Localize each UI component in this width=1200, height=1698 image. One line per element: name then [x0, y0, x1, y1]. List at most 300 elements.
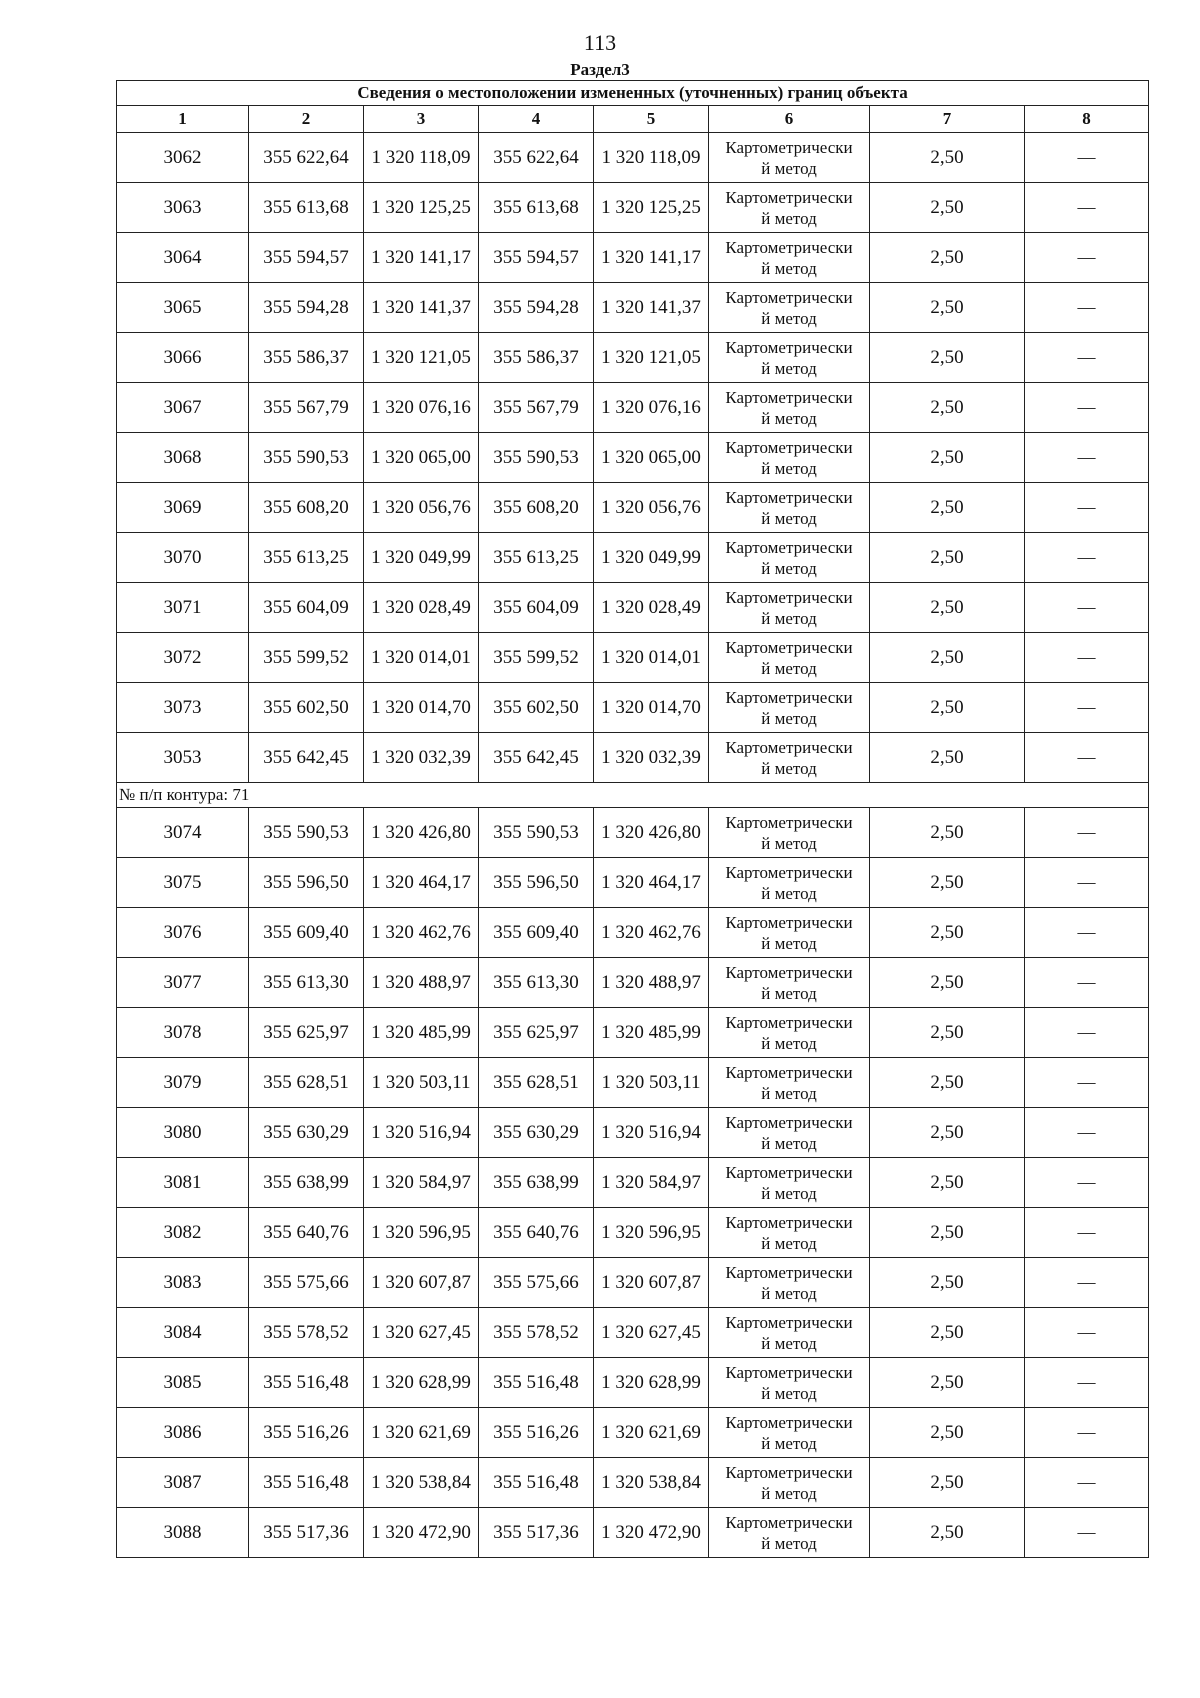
y-old-cell: 1 320 065,00 — [364, 433, 479, 483]
x-new-cell: 355 625,97 — [479, 1008, 594, 1058]
x-new-cell: 355 516,48 — [479, 1458, 594, 1508]
y-new-cell: 1 320 141,17 — [594, 233, 709, 283]
column-number: 6 — [709, 106, 870, 133]
x-old-cell: 355 604,09 — [249, 583, 364, 633]
x-old-cell: 355 640,76 — [249, 1208, 364, 1258]
table-row — [117, 533, 1149, 583]
x-old-cell: 355 613,30 — [249, 958, 364, 1008]
accuracy-cell: 2,50 — [870, 233, 1025, 283]
method-line-2: й метод — [761, 1083, 817, 1103]
y-old-cell: 1 320 628,99 — [364, 1358, 479, 1408]
point-number-cell: 3077 — [117, 958, 249, 1008]
method-cell — [709, 958, 870, 1008]
method-line-1: Картометрически — [725, 1462, 853, 1482]
description-cell: — — [1025, 1208, 1149, 1258]
x-old-cell: 355 516,26 — [249, 1408, 364, 1458]
x-new-cell: 355 622,64 — [479, 133, 594, 183]
table-row — [117, 1008, 1149, 1058]
x-new-cell: 355 567,79 — [479, 383, 594, 433]
method-line-1: Картометрически — [725, 137, 853, 157]
y-old-cell: 1 320 488,97 — [364, 958, 479, 1008]
accuracy-cell: 2,50 — [870, 683, 1025, 733]
method-cell — [709, 1458, 870, 1508]
method-line-1: Картометрически — [725, 737, 853, 757]
y-new-cell: 1 320 464,17 — [594, 858, 709, 908]
accuracy-cell: 2,50 — [870, 733, 1025, 783]
description-cell: — — [1025, 1458, 1149, 1508]
y-old-cell: 1 320 125,25 — [364, 183, 479, 233]
x-old-cell: 355 609,40 — [249, 908, 364, 958]
section-title: Раздел3 — [570, 60, 630, 79]
method-cell — [709, 233, 870, 283]
x-new-cell: 355 517,36 — [479, 1508, 594, 1558]
contour-label: № п/п контура: 71 — [117, 783, 1149, 808]
table-row — [117, 1508, 1149, 1558]
method-line-2: й метод — [761, 1033, 817, 1053]
y-new-cell: 1 320 028,49 — [594, 583, 709, 633]
accuracy-cell: 2,50 — [870, 1208, 1025, 1258]
x-old-cell: 355 625,97 — [249, 1008, 364, 1058]
method-line-1: Картометрически — [725, 1412, 853, 1432]
description-cell: — — [1025, 1258, 1149, 1308]
point-number-cell: 3087 — [117, 1458, 249, 1508]
method-line-1: Картометрически — [725, 1362, 853, 1382]
table-row — [117, 908, 1149, 958]
x-old-cell: 355 590,53 — [249, 433, 364, 483]
x-new-cell: 355 608,20 — [479, 483, 594, 533]
x-old-cell: 355 613,25 — [249, 533, 364, 583]
method-cell — [709, 908, 870, 958]
x-new-cell: 355 613,68 — [479, 183, 594, 233]
method-cell — [709, 683, 870, 733]
method-cell — [709, 1508, 870, 1558]
description-cell: — — [1025, 1108, 1149, 1158]
method-line-2: й метод — [761, 208, 817, 228]
method-line-2: й метод — [761, 508, 817, 528]
table-row — [117, 1058, 1149, 1108]
accuracy-cell: 2,50 — [870, 1358, 1025, 1408]
point-number-cell: 3074 — [117, 808, 249, 858]
x-old-cell: 355 642,45 — [249, 733, 364, 783]
y-new-cell: 1 320 118,09 — [594, 133, 709, 183]
x-old-cell: 355 602,50 — [249, 683, 364, 733]
method-line-1: Картометрически — [725, 187, 853, 207]
description-cell: — — [1025, 1358, 1149, 1408]
x-old-cell: 355 608,20 — [249, 483, 364, 533]
method-line-2: й метод — [761, 158, 817, 178]
method-line-1: Картометрически — [725, 1012, 853, 1032]
point-number-cell: 3079 — [117, 1058, 249, 1108]
x-old-cell: 355 590,53 — [249, 808, 364, 858]
column-number: 8 — [1025, 106, 1149, 133]
table-row — [117, 283, 1149, 333]
y-old-cell: 1 320 472,90 — [364, 1508, 479, 1558]
method-line-2: й метод — [761, 833, 817, 853]
y-new-cell: 1 320 607,87 — [594, 1258, 709, 1308]
point-number-cell: 3069 — [117, 483, 249, 533]
description-cell: — — [1025, 683, 1149, 733]
y-new-cell: 1 320 462,76 — [594, 908, 709, 958]
accuracy-cell: 2,50 — [870, 283, 1025, 333]
method-line-2: й метод — [761, 358, 817, 378]
x-new-cell: 355 596,50 — [479, 858, 594, 908]
table-row — [117, 683, 1149, 733]
y-new-cell: 1 320 472,90 — [594, 1508, 709, 1558]
table-row — [117, 1458, 1149, 1508]
column-number: 2 — [249, 106, 364, 133]
method-line-1: Картометрически — [725, 637, 853, 657]
y-new-cell: 1 320 584,97 — [594, 1158, 709, 1208]
method-cell — [709, 633, 870, 683]
y-new-cell: 1 320 628,99 — [594, 1358, 709, 1408]
table-row — [117, 808, 1149, 858]
y-old-cell: 1 320 584,97 — [364, 1158, 479, 1208]
table-row — [117, 1258, 1149, 1308]
point-number-cell: 3053 — [117, 733, 249, 783]
description-cell: — — [1025, 1508, 1149, 1558]
point-number-cell: 3075 — [117, 858, 249, 908]
method-cell — [709, 1008, 870, 1058]
method-line-2: й метод — [761, 1483, 817, 1503]
method-line-2: й метод — [761, 308, 817, 328]
accuracy-cell: 2,50 — [870, 908, 1025, 958]
y-new-cell: 1 320 141,37 — [594, 283, 709, 333]
y-new-cell: 1 320 627,45 — [594, 1308, 709, 1358]
y-old-cell: 1 320 621,69 — [364, 1408, 479, 1458]
point-number-cell: 3086 — [117, 1408, 249, 1458]
description-cell: — — [1025, 133, 1149, 183]
method-line-2: й метод — [761, 1183, 817, 1203]
x-new-cell: 355 642,45 — [479, 733, 594, 783]
accuracy-cell: 2,50 — [870, 183, 1025, 233]
x-new-cell: 355 575,66 — [479, 1258, 594, 1308]
table-body-contour-71 — [117, 808, 1149, 1558]
x-new-cell: 355 640,76 — [479, 1208, 594, 1258]
method-line-1: Картометрически — [725, 1512, 853, 1532]
accuracy-cell: 2,50 — [870, 1058, 1025, 1108]
method-cell — [709, 333, 870, 383]
y-old-cell: 1 320 503,11 — [364, 1058, 479, 1108]
table-row — [117, 733, 1149, 783]
method-cell — [709, 383, 870, 433]
x-old-cell: 355 578,52 — [249, 1308, 364, 1358]
method-line-2: й метод — [761, 1333, 817, 1353]
x-old-cell: 355 586,37 — [249, 333, 364, 383]
accuracy-cell: 2,50 — [870, 1158, 1025, 1208]
point-number-cell: 3068 — [117, 433, 249, 483]
accuracy-cell: 2,50 — [870, 808, 1025, 858]
method-cell — [709, 733, 870, 783]
table-row — [117, 333, 1149, 383]
x-old-cell: 355 638,99 — [249, 1158, 364, 1208]
accuracy-cell: 2,50 — [870, 1458, 1025, 1508]
table-row — [117, 483, 1149, 533]
y-new-cell: 1 320 121,05 — [594, 333, 709, 383]
accuracy-cell: 2,50 — [870, 1008, 1025, 1058]
table-row — [117, 633, 1149, 683]
method-cell — [709, 858, 870, 908]
point-number-cell: 3082 — [117, 1208, 249, 1258]
accuracy-cell: 2,50 — [870, 433, 1025, 483]
x-old-cell: 355 630,29 — [249, 1108, 364, 1158]
method-cell — [709, 583, 870, 633]
accuracy-cell: 2,50 — [870, 858, 1025, 908]
method-cell — [709, 133, 870, 183]
y-old-cell: 1 320 049,99 — [364, 533, 479, 583]
x-old-cell: 355 613,68 — [249, 183, 364, 233]
column-number: 4 — [479, 106, 594, 133]
accuracy-cell: 2,50 — [870, 633, 1025, 683]
table-row — [117, 858, 1149, 908]
point-number-cell: 3080 — [117, 1108, 249, 1158]
x-new-cell: 355 516,48 — [479, 1358, 594, 1408]
y-old-cell: 1 320 118,09 — [364, 133, 479, 183]
point-number-cell: 3067 — [117, 383, 249, 433]
x-new-cell: 355 590,53 — [479, 433, 594, 483]
method-line-2: й метод — [761, 408, 817, 428]
y-new-cell: 1 320 621,69 — [594, 1408, 709, 1458]
table-row — [117, 1108, 1149, 1158]
point-number-cell: 3076 — [117, 908, 249, 958]
accuracy-cell: 2,50 — [870, 958, 1025, 1008]
y-old-cell: 1 320 426,80 — [364, 808, 479, 858]
column-number: 3 — [364, 106, 479, 133]
x-old-cell: 355 628,51 — [249, 1058, 364, 1108]
y-new-cell: 1 320 056,76 — [594, 483, 709, 533]
x-new-cell: 355 630,29 — [479, 1108, 594, 1158]
method-line-2: й метод — [761, 1133, 817, 1153]
point-number-cell: 3071 — [117, 583, 249, 633]
y-old-cell: 1 320 056,76 — [364, 483, 479, 533]
point-number-cell: 3063 — [117, 183, 249, 233]
accuracy-cell: 2,50 — [870, 333, 1025, 383]
accuracy-cell: 2,50 — [870, 1308, 1025, 1358]
description-cell: — — [1025, 533, 1149, 583]
y-old-cell: 1 320 141,17 — [364, 233, 479, 283]
point-number-cell: 3084 — [117, 1308, 249, 1358]
method-cell — [709, 533, 870, 583]
x-new-cell: 355 613,25 — [479, 533, 594, 583]
x-old-cell: 355 594,57 — [249, 233, 364, 283]
accuracy-cell: 2,50 — [870, 1508, 1025, 1558]
method-line-2: й метод — [761, 458, 817, 478]
method-cell — [709, 183, 870, 233]
description-cell: — — [1025, 958, 1149, 1008]
table-row — [117, 233, 1149, 283]
y-new-cell: 1 320 076,16 — [594, 383, 709, 433]
description-cell: — — [1025, 858, 1149, 908]
description-cell: — — [1025, 1408, 1149, 1458]
description-cell: — — [1025, 183, 1149, 233]
point-number-cell: 3062 — [117, 133, 249, 183]
y-old-cell: 1 320 607,87 — [364, 1258, 479, 1308]
accuracy-cell: 2,50 — [870, 583, 1025, 633]
method-line-1: Картометрически — [725, 912, 853, 932]
y-old-cell: 1 320 076,16 — [364, 383, 479, 433]
method-line-1: Картометрически — [725, 1312, 853, 1332]
table-body-contour-a — [117, 133, 1149, 783]
description-cell: — — [1025, 633, 1149, 683]
point-number-cell: 3088 — [117, 1508, 249, 1558]
x-old-cell: 355 599,52 — [249, 633, 364, 683]
x-new-cell: 355 599,52 — [479, 633, 594, 683]
y-old-cell: 1 320 516,94 — [364, 1108, 479, 1158]
point-number-cell: 3064 — [117, 233, 249, 283]
description-cell: — — [1025, 333, 1149, 383]
y-old-cell: 1 320 032,39 — [364, 733, 479, 783]
y-old-cell: 1 320 538,84 — [364, 1458, 479, 1508]
x-old-cell: 355 516,48 — [249, 1458, 364, 1508]
method-line-2: й метод — [761, 608, 817, 628]
column-number-row — [117, 106, 1149, 133]
method-cell — [709, 433, 870, 483]
y-new-cell: 1 320 426,80 — [594, 808, 709, 858]
y-old-cell: 1 320 596,95 — [364, 1208, 479, 1258]
x-new-cell: 355 586,37 — [479, 333, 594, 383]
accuracy-cell: 2,50 — [870, 1258, 1025, 1308]
method-line-1: Картометрически — [725, 1212, 853, 1232]
point-number-cell: 3073 — [117, 683, 249, 733]
page-number: 113 — [583, 30, 617, 55]
point-number-cell: 3081 — [117, 1158, 249, 1208]
method-line-2: й метод — [761, 1233, 817, 1253]
y-old-cell: 1 320 627,45 — [364, 1308, 479, 1358]
x-new-cell: 355 604,09 — [479, 583, 594, 633]
y-new-cell: 1 320 538,84 — [594, 1458, 709, 1508]
x-new-cell: 355 609,40 — [479, 908, 594, 958]
x-new-cell: 355 602,50 — [479, 683, 594, 733]
point-number-cell: 3066 — [117, 333, 249, 383]
table-row — [117, 1358, 1149, 1408]
point-number-cell: 3072 — [117, 633, 249, 683]
x-old-cell: 355 517,36 — [249, 1508, 364, 1558]
table-row — [117, 958, 1149, 1008]
point-number-cell: 3070 — [117, 533, 249, 583]
method-cell — [709, 1408, 870, 1458]
y-new-cell: 1 320 485,99 — [594, 1008, 709, 1058]
accuracy-cell: 2,50 — [870, 383, 1025, 433]
point-number-cell: 3065 — [117, 283, 249, 333]
description-cell: — — [1025, 283, 1149, 333]
method-line-2: й метод — [761, 558, 817, 578]
y-new-cell: 1 320 032,39 — [594, 733, 709, 783]
table-row — [117, 183, 1149, 233]
method-line-2: й метод — [761, 1433, 817, 1453]
description-cell: — — [1025, 1308, 1149, 1358]
description-cell: — — [1025, 433, 1149, 483]
method-line-1: Картометрически — [725, 237, 853, 257]
column-number: 5 — [594, 106, 709, 133]
method-cell — [709, 1358, 870, 1408]
y-old-cell: 1 320 028,49 — [364, 583, 479, 633]
table-row — [117, 433, 1149, 483]
table-row — [117, 133, 1149, 183]
y-new-cell: 1 320 065,00 — [594, 433, 709, 483]
method-line-2: й метод — [761, 983, 817, 1003]
y-old-cell: 1 320 485,99 — [364, 1008, 479, 1058]
description-cell: — — [1025, 733, 1149, 783]
y-new-cell: 1 320 014,01 — [594, 633, 709, 683]
x-new-cell: 355 594,28 — [479, 283, 594, 333]
method-line-2: й метод — [761, 708, 817, 728]
method-cell — [709, 1258, 870, 1308]
x-old-cell: 355 575,66 — [249, 1258, 364, 1308]
method-line-2: й метод — [761, 933, 817, 953]
x-old-cell: 355 596,50 — [249, 858, 364, 908]
point-number-cell: 3083 — [117, 1258, 249, 1308]
method-line-1: Картометрически — [725, 1162, 853, 1182]
method-cell — [709, 483, 870, 533]
method-line-1: Картометрически — [725, 287, 853, 307]
y-old-cell: 1 320 141,37 — [364, 283, 479, 333]
method-line-2: й метод — [761, 1383, 817, 1403]
y-new-cell: 1 320 503,11 — [594, 1058, 709, 1108]
accuracy-cell: 2,50 — [870, 1408, 1025, 1458]
method-cell — [709, 1208, 870, 1258]
column-number: 7 — [870, 106, 1025, 133]
x-new-cell: 355 594,57 — [479, 233, 594, 283]
method-line-1: Картометрически — [725, 687, 853, 707]
description-cell: — — [1025, 1058, 1149, 1108]
y-old-cell: 1 320 462,76 — [364, 908, 479, 958]
y-new-cell: 1 320 125,25 — [594, 183, 709, 233]
method-line-1: Картометрически — [725, 337, 853, 357]
x-new-cell: 355 613,30 — [479, 958, 594, 1008]
x-new-cell: 355 628,51 — [479, 1058, 594, 1108]
table-title: Сведения о местоположении измененных (уточненных) границ объекта — [117, 81, 1149, 106]
table-row — [117, 1158, 1149, 1208]
y-new-cell: 1 320 516,94 — [594, 1108, 709, 1158]
column-number: 1 — [117, 106, 249, 133]
method-cell — [709, 283, 870, 333]
accuracy-cell: 2,50 — [870, 133, 1025, 183]
y-new-cell: 1 320 488,97 — [594, 958, 709, 1008]
accuracy-cell: 2,50 — [870, 483, 1025, 533]
point-number-cell: 3085 — [117, 1358, 249, 1408]
accuracy-cell: 2,50 — [870, 1108, 1025, 1158]
description-cell: — — [1025, 1158, 1149, 1208]
method-line-2: й метод — [761, 258, 817, 278]
method-line-1: Картометрически — [725, 812, 853, 832]
method-line-1: Картометрически — [725, 537, 853, 557]
method-cell — [709, 1108, 870, 1158]
method-line-1: Картометрически — [725, 437, 853, 457]
table-row — [117, 383, 1149, 433]
description-cell: — — [1025, 383, 1149, 433]
method-line-2: й метод — [761, 1283, 817, 1303]
table-row — [117, 1208, 1149, 1258]
contour-separator — [117, 783, 1149, 808]
method-line-1: Картометрически — [725, 387, 853, 407]
accuracy-cell: 2,50 — [870, 533, 1025, 583]
description-cell: — — [1025, 583, 1149, 633]
x-old-cell: 355 567,79 — [249, 383, 364, 433]
x-new-cell: 355 516,26 — [479, 1408, 594, 1458]
description-cell: — — [1025, 1008, 1149, 1058]
point-number-cell: 3078 — [117, 1008, 249, 1058]
boundary-coordinates-table — [116, 80, 1149, 1558]
description-cell: — — [1025, 233, 1149, 283]
method-line-1: Картометрически — [725, 1062, 853, 1082]
method-line-1: Картометрически — [725, 487, 853, 507]
description-cell: — — [1025, 908, 1149, 958]
method-line-2: й метод — [761, 883, 817, 903]
method-line-1: Картометрически — [725, 862, 853, 882]
x-new-cell: 355 590,53 — [479, 808, 594, 858]
table-row — [117, 583, 1149, 633]
y-old-cell: 1 320 014,01 — [364, 633, 479, 683]
description-cell: — — [1025, 808, 1149, 858]
